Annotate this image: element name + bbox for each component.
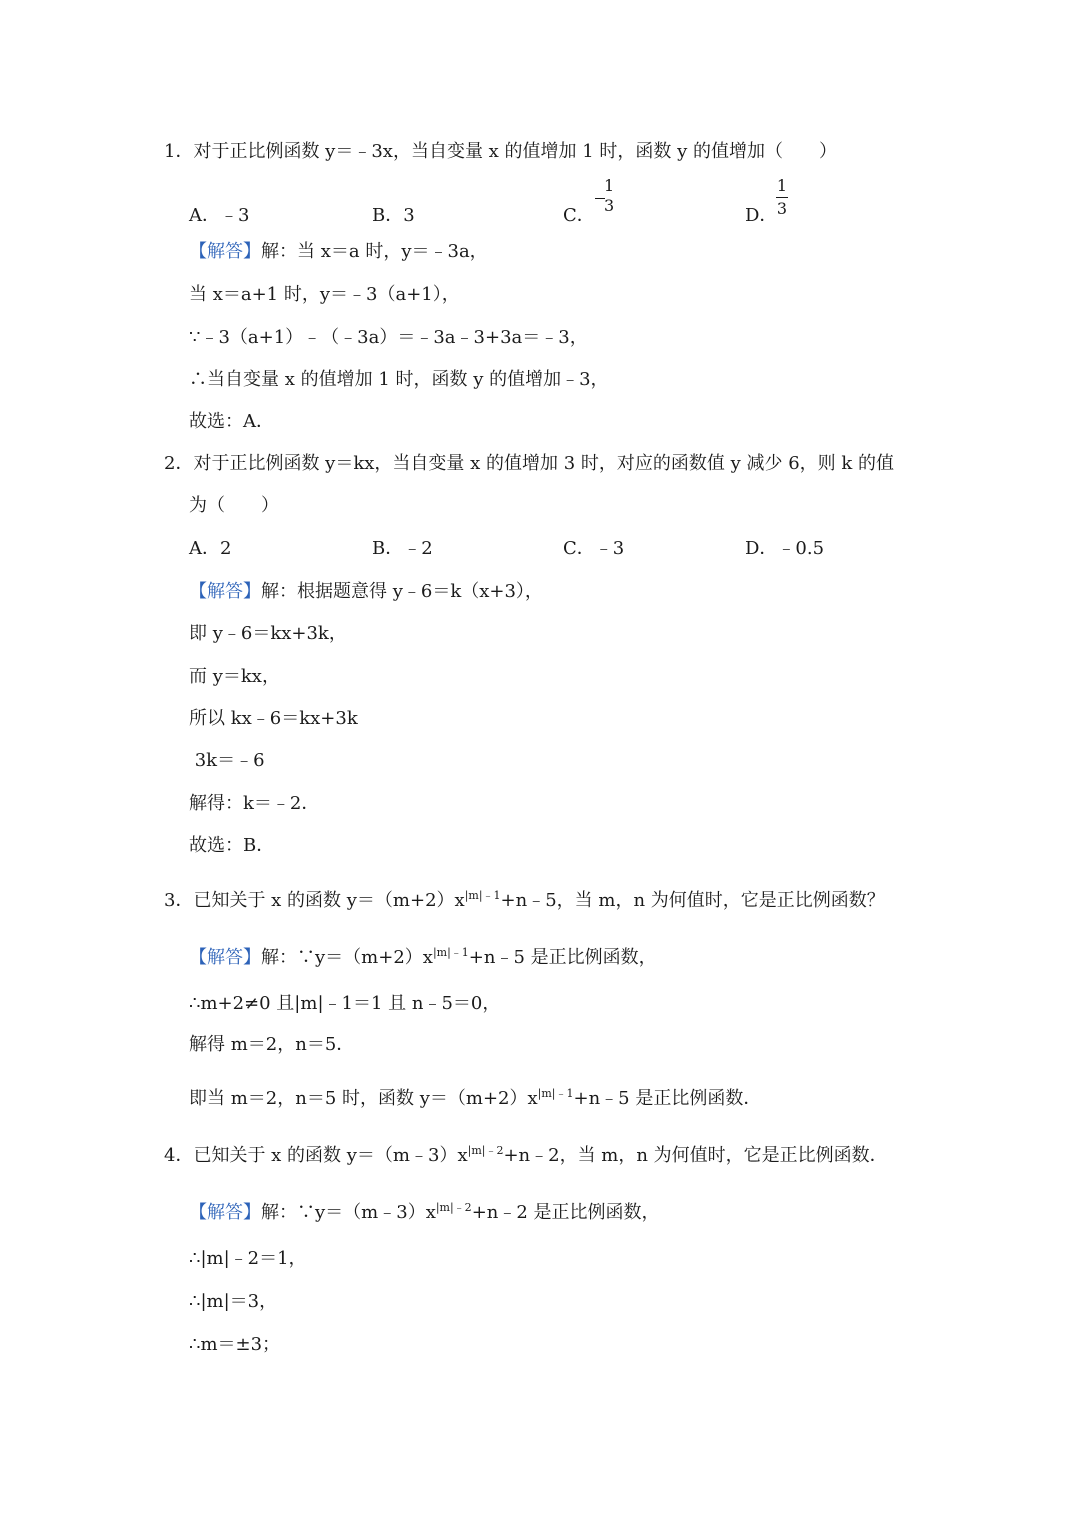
fraction-denominator: 3 [604,196,615,215]
q1-answer-line-3: ∵﹣3（a+1）﹣（﹣3a）＝﹣3a﹣3+3a＝﹣3， [189,327,588,348]
answer-tag: 【解答】 [189,581,261,602]
q2-answer-line-2: 即 y﹣6＝kx+3k， [189,623,347,644]
q4-answer-line-1: 【解答】解：$\because y=(m﹣3)x^{|m|﹣2}+n﹣2$ 是正比例函数， [189,1201,660,1223]
q1-answer-line-5: 故选：A． [189,411,274,432]
q3-answer-line-4: 即当 m＝2，n＝5 时，函数 $y=(m+2)x^{|m|﹣1}+n﹣5$ 是正比例函数． [189,1087,762,1109]
q2-option-b: B．﹣2 [372,538,433,559]
q3-stem: 3．已知关于 x 的函数 $y=(m+2)x^{|m|﹣1}+n﹣5$，当 m，n 为何值时，它是正比例函数？ [164,889,885,911]
q2-answer-line-5: 3k＝﹣6 [189,750,265,771]
fraction-bar [776,197,788,198]
q4-answer-line-3: ∴|m|＝3， [189,1291,278,1312]
q2-stem-line-1: 2．对于正比例函数 y＝kx，当自变量 x 的值增加 3 时，对应的函数值 y 减少 6，则 k 的值 [164,453,895,474]
exponent: |m|﹣1 [464,889,501,902]
q1-option-c-fraction [604,178,614,214]
q1-option-b: B．3 [372,205,415,226]
q2-option-a: A．2 [189,538,232,559]
exponent: |m|﹣2 [467,1144,504,1157]
q1-stem: 1．对于正比例函数 y＝﹣3x，当自变量 x 的值增加 1 时，函数 y 的值增加（ ） [164,141,838,162]
answer-tag: 【解答】 [189,1202,261,1223]
q2-option-c: C．﹣3 [563,538,625,559]
fraction-numerator: 1 [604,176,615,195]
q2-answer-line-7: 故选：B． [189,835,275,856]
q1-option-a: A．﹣3 [189,205,250,226]
fraction-denominator: 3 [776,199,788,218]
q2-answer-line-6: 解得：k＝﹣2． [189,793,320,814]
q3-answer-line-1: 【解答】解：$\because y=(m+2)x^{|m|﹣1}+n﹣5$ 是正比例函数， [189,946,657,968]
q1-option-d-label: D． [745,205,778,226]
q2-stem-line-2: 为（ ） [189,495,279,516]
q2-answer-line-3: 而 y＝kx， [189,666,280,687]
q3-answer-line-3: 解得 m＝2，n＝5． [189,1034,355,1055]
q1-answer-line-4: ∴当自变量 x 的值增加 1 时，函数 y 的值增加﹣3， [189,369,609,390]
q1-answer-line-1: 【解答】解：当 x＝a 时，y＝﹣3a， [189,241,488,262]
q2-option-d: D．﹣0.5 [745,538,825,559]
q1-option-d-fraction [776,178,788,217]
q2-answer-line-1: 【解答】解：根据题意得 y﹣6＝k（x+3）， [189,581,543,602]
q1-option-c-label: C． [563,205,595,226]
answer-tag: 【解答】 [189,241,261,262]
fraction-numerator: 1 [776,176,788,195]
q4-answer-line-4: ∴m＝±3； [189,1334,281,1355]
answer-tag: 【解答】 [189,947,261,968]
q1-answer-line-2: 当 x＝a+1 时，y＝﹣3（a+1）， [189,284,460,305]
exponent: |m|﹣1 [432,946,469,959]
q3-answer-line-2: ∴m+2≠0 且|m|﹣1＝1 且 n﹣5＝0， [189,993,501,1014]
q2-answer-line-4: 所以 kx﹣6＝kx+3k [189,708,358,729]
exponent: |m|﹣2 [435,1201,472,1214]
q4-answer-line-2: ∴|m|﹣2＝1， [189,1248,307,1269]
q4-stem: 4．已知关于 x 的函数 $y=(m﹣3)x^{|m|﹣2}+n﹣2$，当 m，n 为何值时，它是正比例函数． [164,1144,888,1166]
exponent: |m|﹣1 [537,1087,574,1100]
